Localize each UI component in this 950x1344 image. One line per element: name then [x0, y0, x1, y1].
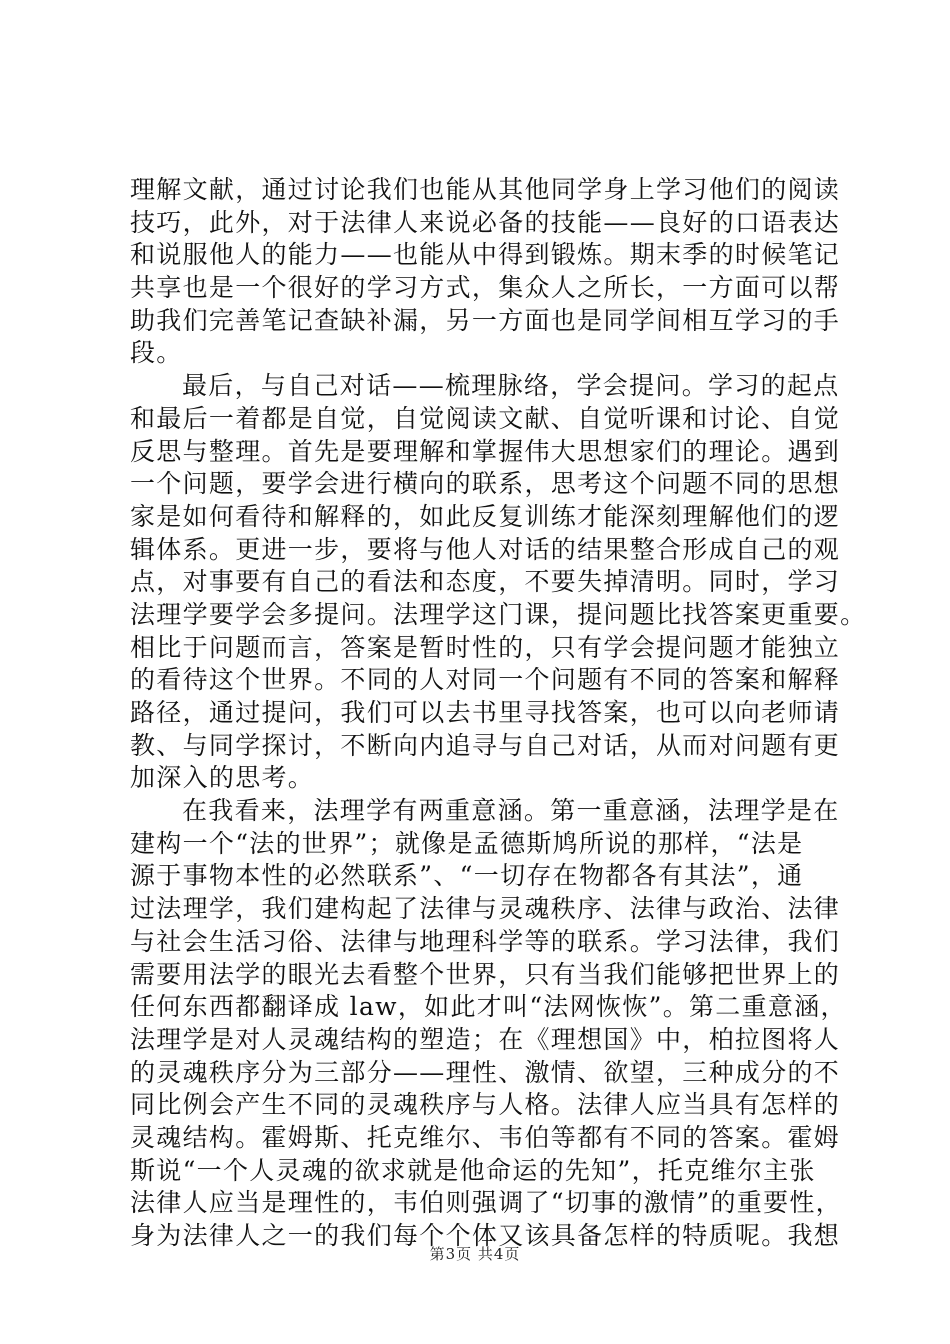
paragraph — [130, 795, 847, 1253]
text-line: 和说服他人的能力——也能从中得到锻炼。期末季的时候笔记 — [130, 240, 841, 270]
text-line: 法律人应当是理性的，韦伯则强调了“切事的激情”的重要性， — [130, 1188, 842, 1218]
text-line: 灵魂结构。霍姆斯、托克维尔、韦伯等都有不同的答案。霍姆 — [130, 1122, 841, 1152]
text-line: 家是如何看待和解释的，如此反复训练才能深刻理解他们的逻 — [130, 501, 841, 531]
text-line: 路径，通过提问，我们可以去书里寻找答案，也可以向老师请 — [130, 698, 841, 727]
paragraph — [130, 174, 841, 370]
text-line: 助我们完善笔记查缺补漏，另一方面也是同学间相互学习的手 — [130, 305, 841, 335]
text-line: 共享也是一个很好的学习方式，集众人之所长，一方面可以帮 — [130, 273, 841, 303]
text-line: 同比例会产生不同的灵魂秩序与人格。法律人应当具有怎样的 — [130, 1090, 841, 1120]
text-line: 与社会生活习俗、法律与地理科学等的联系。学习法律，我们 — [130, 926, 841, 956]
text-line: 在我看来，法理学有两重意涵。第一重意涵，法理学是在 — [182, 796, 840, 826]
text-line: 过法理学，我们建构起了法律与灵魂秩序、法律与政治、法律 — [130, 894, 841, 924]
text-line: 一个问题，要学会进行横向的联系，思考这个问题不同的思想 — [130, 469, 841, 499]
text-line: 加深入的思考。 — [130, 763, 315, 793]
text-line: 建构一个“法的世界”；就像是孟德斯鸠所说的那样，“法是 — [130, 828, 804, 858]
text-line: 段。 — [130, 338, 183, 368]
text-line: 身为法律人之一的我们每个个体又该具备怎样的特质呢。我想 — [130, 1221, 841, 1250]
text-line: 技巧，此外，对于法律人来说必备的技能——良好的口语表达 — [130, 207, 841, 237]
text-line: 点，对事要有自己的看法和态度，不要失掉清明。同时，学习 — [130, 567, 841, 597]
text-line: 最后，与自己对话——梳理脉络，学会提问。学习的起点 — [182, 371, 840, 401]
text-line: 法理学是对人灵魂结构的塑造；在《理想国》中，柏拉图将人 — [130, 1024, 841, 1054]
page-number-footer: 第3页 共4页 — [429, 1245, 521, 1263]
body-text — [130, 174, 867, 1253]
text-line: 的看待这个世界。不同的人对同一个问题有不同的答案和解释 — [130, 665, 841, 695]
paragraph — [130, 370, 867, 795]
text-line: 的灵魂秩序分为三部分——理性、激情、欲望，三种成分的不 — [130, 1057, 841, 1087]
text-line: 和最后一着都是自觉，自觉阅读文献、自觉听课和讨论、自觉 — [130, 403, 841, 433]
text-line: 斯说“一个人灵魂的欲求就是他命运的先知”，托克维尔主张 — [130, 1155, 816, 1185]
text-line: 相比于问题而言，答案是暂时性的，只有学会提问题才能独立 — [130, 632, 841, 662]
text-line: 辑体系。更进一步，要将与他人对话的结果整合形成自己的观 — [130, 534, 841, 564]
text-line: 反思与整理。首先是要理解和掌握伟大思想家们的理论。遇到 — [130, 436, 841, 466]
text-line: 法理学要学会多提问。法理学这门课，提问题比找答案更重要。 — [130, 599, 867, 629]
text-line: 理解文献，通过讨论我们也能从其他同学身上学习他们的阅读 — [130, 175, 841, 204]
text-line: 源于事物本性的必然联系”、“一切存在物都各有其法”，通 — [130, 861, 804, 891]
text-line: 需要用法学的眼光去看整个世界，只有当我们能够把世界上的 — [130, 959, 841, 989]
text-line: 任何东西都翻译成 law，如此才叫“法网恢恢”。第二重意涵， — [130, 992, 847, 1022]
text-line: 教、与同学探讨，不断向内追寻与自己对话，从而对问题有更 — [130, 730, 841, 760]
